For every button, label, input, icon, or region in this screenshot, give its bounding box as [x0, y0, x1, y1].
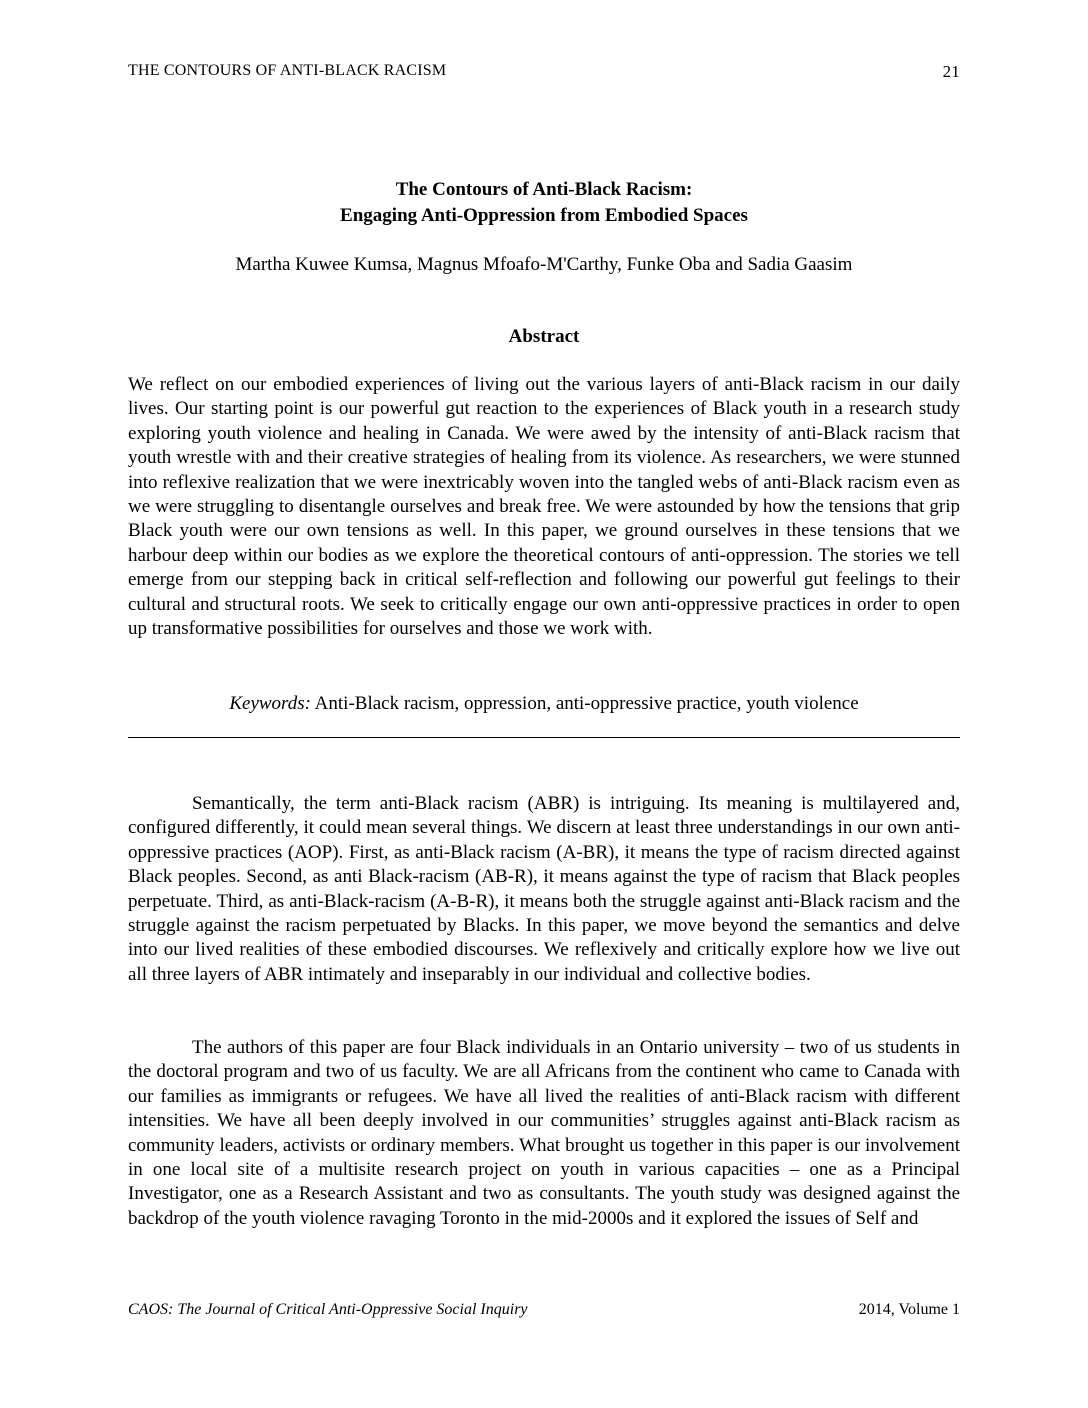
abstract-text: We reflect on our embodied experiences of living out the various layers of anti-Black racism in our daily lives. Our starting point is our powerful gut reaction to the experiences of Black youth in a research study exploring youth violence and healing in Canada. We were awed by the intensity of anti-Black racism that youth wrestle with and their creative strategies of healing from its violence. As researchers, we were stunned into reflexive realization that we were inextricably woven into the tangled webs of anti-Black racism even as we were struggling to disentangle ourselves and break free. We were astounded by how the tensions that grip Black youth were our own tensions as well. In this paper, we ground ourselves in these tensions that we harbour deep within our bodies as we explore the theoretical contours of anti-oppression. The stories we tell emerge from our stepping back in critical self-reflection and following our powerful gut feelings to their cultural and structural roots. We seek to critically engage our own anti-oppressive practices in order to open up transformative possibilities for ourselves and those we work with. [128, 374, 960, 640]
journal-name: CAOS: The Journal of Critical Anti-Oppressive Social Inquiry [128, 1301, 528, 1318]
issue-info: 2014, Volume 1 [858, 1301, 960, 1318]
keywords-line [128, 693, 960, 715]
article-title-line-2: Engaging Anti-Oppression from Embodied Spaces [340, 205, 748, 226]
keywords-text: Anti-Black racism, oppression, anti-oppressive practice, youth violence [310, 693, 859, 714]
article-title [128, 177, 960, 229]
body-paragraph-2: The authors of this paper are four Black individuals in an Ontario university – two of us students in the doctoral program and two of us faculty. We are all Africans from the continent who came to Canada with our families as immigrants or refugees. We have all lived the realities of anti-Black racism with different intensities. We have all been deeply involved in our communities’ struggles against anti-Black racism as community leaders, activists or ordinary members. What brought us together in this paper is our involvement in one local site of a multisite research project on youth in various capacities – one as a Principal Investigator, one as a Research Assistant and two as consultants. The youth study was designed against the backdrop of the youth violence ravaging Toronto in the mid-2000s and it explored the issues of Self and [128, 1037, 960, 1229]
article-title-line-1: The Contours of Anti-Black Racism: [395, 179, 693, 200]
body-paragraph-1: Semantically, the term anti-Black racism (ABR) is intriguing. Its meaning is multilayered and, configured differently, it could mean several things. We discern at least three understandings in our own anti-oppressive practices (AOP). First, as anti-Black racism (A-BR), it means the type of racism directed against Black peoples. Second, as anti Black-racism (AB-R), it means against the type of racism that Black peoples perpetuate. Third, as anti-Black-racism (A-B-R), it means both the struggle against anti-Black racism and the struggle against the racism perpetuated by Blacks. In this paper, we move beyond the semantics and delve into our lived realities of these embodied discourses. We reflexively and critically explore how we live out all three layers of ABR intimately and inseparably in our individual and collective bodies. [128, 793, 960, 985]
keywords-label: Keywords: [229, 693, 311, 714]
abstract-heading: Abstract [508, 326, 580, 347]
section-divider [128, 737, 960, 738]
author-list: Martha Kuwee Kumsa, Magnus Mfoafo-M'Carthy, Funke Oba and Sadia Gaasim [235, 254, 853, 275]
page-number: 21 [942, 62, 960, 81]
running-title: THE CONTOURS OF ANTI-BLACK RACISM [128, 62, 447, 79]
